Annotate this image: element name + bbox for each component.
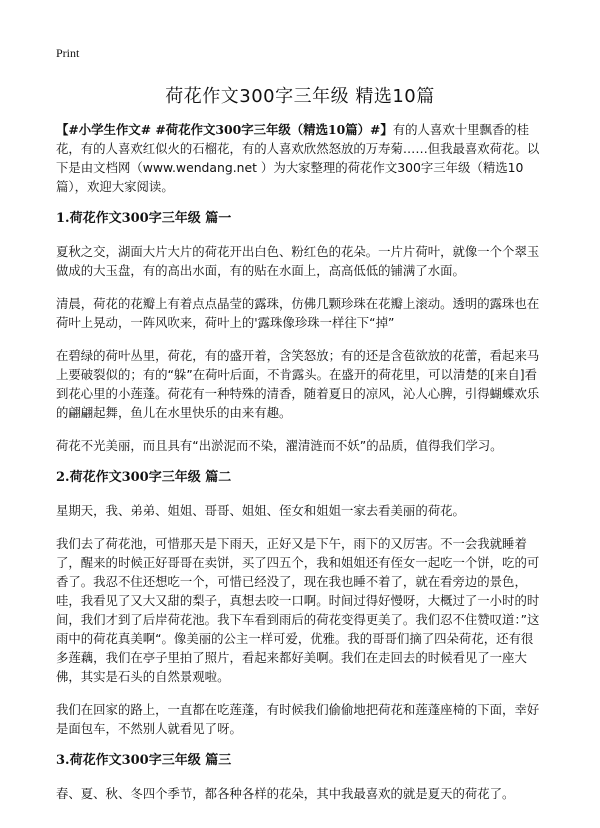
paragraph: 荷花不光美丽，而且具有“出淤泥而不染，濯清涟而不妖”的品质，值得我们学习。 [56, 438, 503, 453]
print-link[interactable]: Print [56, 46, 80, 60]
intro-tags: 【#小学生作文# #荷花作文300字三年级（精选10篇）#】 [56, 122, 393, 137]
section-heading-3: 3.荷花作文300字三年级 篇三 [56, 753, 232, 768]
paragraph: 春、夏、秋、冬四个季节，都各种各样的花朵，其中我最喜欢的就是夏天的荷花了。 [56, 786, 515, 801]
paragraph: 我们在回家的路上，一直都在吃莲蓬，有时候我们偷偷地把荷花和莲蓬座椅的下面，幸好是面包车，不然别人就看见了呀。 [56, 702, 540, 736]
paragraph: 我们去了荷花池，可惜那天是下雨天，正好又是下午，雨下的又厉害。不一会我就睡着了，醒来的时候正好哥哥在卖饼，买了四五个，我和姐姐还有侄女一起吃一个饼，吃的可香了。我忍不住还想吃一个，可惜已经没了，现在我也睡不着了，就在看旁边的景色，哇，我看见了又大又甜的梨子，真想去咬一口啊。时间过得好慢呀，大概过了一小时的时间，我们才到了后岸荷花池。我下车看到雨后的荷花变得更美了。我们忍不住赞叹道：”这雨中的荷花真美啊“。像美丽的公主一样可爱，优雅。我的哥哥们摘了四朵荷花，还有很多莲藕，我们在亭子里拍了照片，看起来都好美啊。我们在走回去的时候看见了一座大佛，其实是石头的自然景观啦。 [56, 536, 540, 684]
section-heading-2: 2.荷花作文300字三年级 篇二 [56, 470, 232, 485]
section-heading-1: 1.荷花作文300字三年级 篇一 [56, 211, 232, 226]
intro-paragraph [56, 120, 544, 196]
paragraph: 星期天，我、弟弟、姐姐、哥哥、姐姐、侄女和姐姐一家去看美丽的荷花。 [56, 503, 465, 518]
paragraph: 夏秋之交，湖面大片大片的荷花开出白色、粉红色的花朵。一片片荷叶，就像一个个翠玉做成的大玉盘，有的高出水面，有的贴在水面上，高高低低的铺满了水面。 [56, 244, 540, 278]
paragraph: 在碧绿的荷叶丛里，荷花，有的盛开着，含笑怒放；有的还是含苞欲放的花蕾，看起来马上要破裂似的；有的“躲”在荷叶后面，不肯露头。在盛开的荷花里，可以清楚的[来自]看到花心里的小莲蓬。荷花有一种特殊的清香，随着夏日的凉风，沁人心脾，引得蝴蝶欢乐的翩翩起舞，鱼儿在水里快乐的由来有趣。 [56, 348, 540, 420]
page-title: 荷花作文300字三年级 精选10篇 [165, 86, 435, 107]
intro-text: 有的人喜欢十里飘香的桂花，有的人喜欢红似火的石榴花，有的人喜欢欣然怒放的万寿菊……但我最喜欢荷花。以下是由文档网（www.wendang.net ）为大家整理的荷花作文300字三年级（精选10篇），欢迎大家阅读。 [56, 122, 540, 194]
article-body [56, 120, 544, 817]
paragraph: 清晨，荷花的花瓣上有着点点晶莹的露珠，仿佛几颗珍珠在花瓣上滚动。透明的露珠也在荷叶上晃动，一阵风吹来，荷叶上的'露珠像珍珠一样往下“掉” [56, 296, 540, 330]
